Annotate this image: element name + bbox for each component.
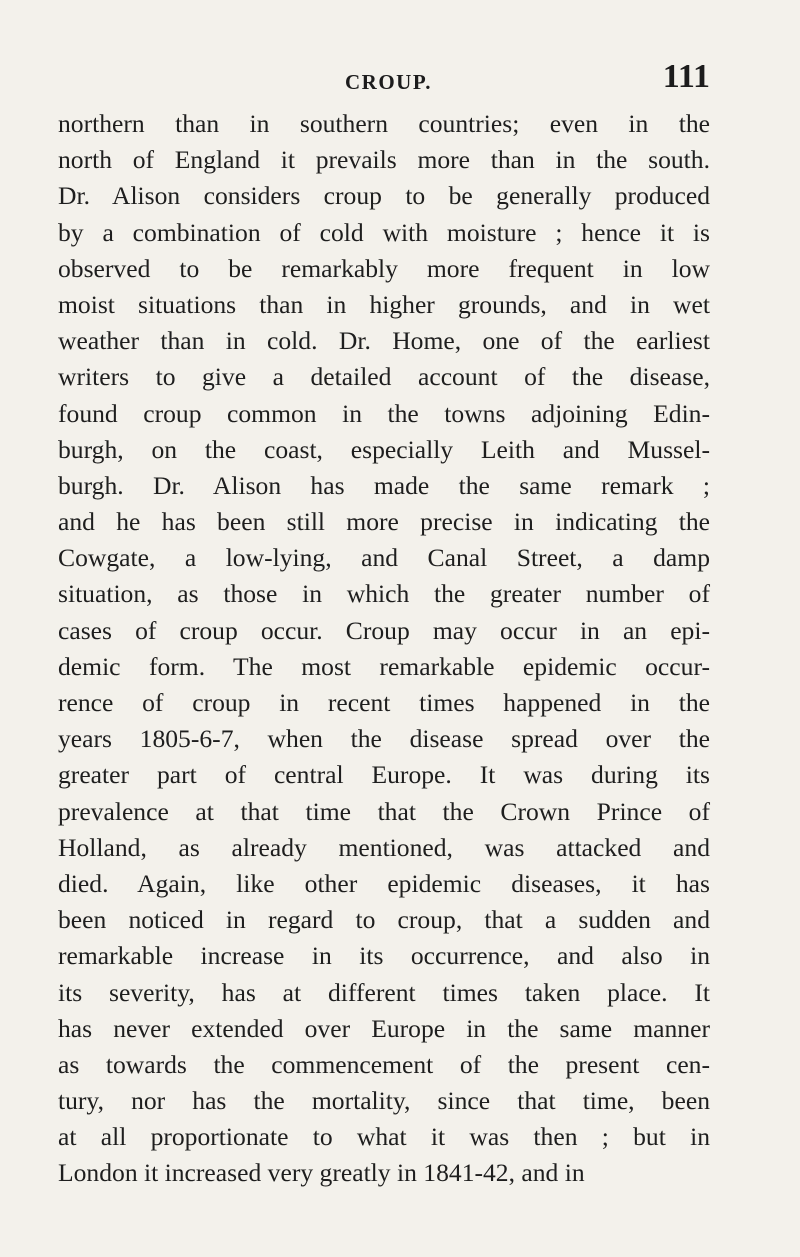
body-text xyxy=(58,106,710,1192)
text-line: demic form. The most remarkable epidemic occur- xyxy=(58,651,710,681)
text-line: prevalence at that time that the Crown Prince of xyxy=(58,796,710,826)
page-header xyxy=(58,58,710,106)
text-line: greater part of central Europe. It was during its xyxy=(58,760,710,790)
text-line: cases of croup occur. Croup may occur in an epi- xyxy=(58,615,710,645)
text-line: died. Again, like other epidemic diseases, it has xyxy=(58,868,710,898)
text-line: its severity, has at different times taken place. It xyxy=(58,977,710,1007)
text-line: moist situations than in higher grounds, and in wet xyxy=(58,289,710,319)
text-line: weather than in cold. Dr. Home, one of the earliest xyxy=(58,326,710,356)
text-line: Holland, as already mentioned, was attacked and xyxy=(58,832,710,862)
text-line: Dr. Alison considers croup to be generally produced xyxy=(58,181,710,211)
text-line: northern than in southern countries; even in the xyxy=(58,109,710,138)
text-line: burgh. Dr. Alison has made the same remark ; xyxy=(58,470,710,500)
text-line: has never extended over Europe in the same manner xyxy=(58,1013,710,1043)
page-number: 111 xyxy=(662,58,710,95)
text-line: burgh, on the coast, especially Leith and Mussel- xyxy=(58,434,710,464)
text-line: at all proportionate to what it was then ; but in xyxy=(58,1122,710,1152)
text-line: remarkable increase in its occurrence, and also in xyxy=(58,941,710,971)
text-line: years 1805-6-7, when the disease spread over the xyxy=(58,724,710,754)
text-line: rence of croup in recent times happened in the xyxy=(58,688,710,717)
text-line: been noticed in regard to croup, that a sudden and xyxy=(58,905,710,935)
text-line: as towards the commencement of the present cen- xyxy=(58,1049,710,1079)
text-line: writers to give a detailed account of the disease, xyxy=(58,362,710,392)
text-line: London it increased very greatly in 1841-42, and in xyxy=(58,1158,585,1188)
text-line: by a combination of cold with moisture ; hence it is xyxy=(58,217,710,247)
text-line: situation, as those in which the greater number of xyxy=(58,579,710,609)
text-line: Cowgate, a low-lying, and Canal Street, a damp xyxy=(58,543,710,573)
text-line: observed to be remarkably more frequent in low xyxy=(58,253,710,283)
text-line: and he has been still more precise in indicating the xyxy=(58,507,710,537)
text-line: found croup common in the towns adjoining Edin- xyxy=(58,398,710,428)
text-line: north of England it prevails more than in the south. xyxy=(58,145,710,175)
text-line: tury, nor has the mortality, since that time, been xyxy=(58,1086,710,1116)
running-head: CROUP. xyxy=(345,70,432,94)
